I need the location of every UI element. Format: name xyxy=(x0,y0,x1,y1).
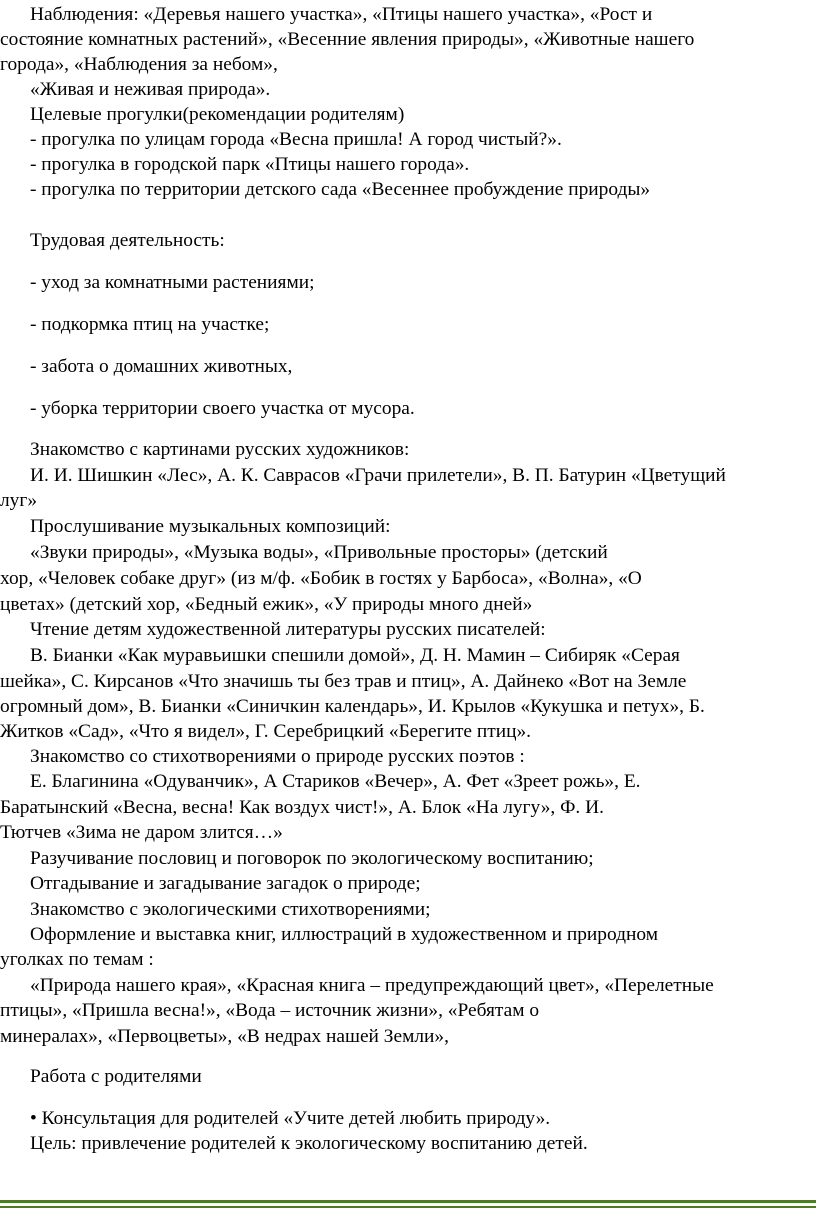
text-line: «Звуки природы», «Музыка воды», «Привольные просторы» (детский xyxy=(30,542,608,563)
text-line: Цель: привлечение родителей к экологическому воспитанию детей. xyxy=(30,1133,588,1154)
text-line: В. Бианки «Как муравьишки спешили домой», Д. Н. Мамин – Сибиряк «Серая xyxy=(30,645,680,666)
list-item: - забота о домашних животных, xyxy=(30,356,293,377)
text-line: Баратынский «Весна, весна! Как воздух чист!», А. Блок «На лугу», Ф. И. xyxy=(0,797,604,818)
footer-rule xyxy=(0,1200,816,1203)
text-line: цветах» (детский хор, «Бедный ежик», «У природы много дней» xyxy=(0,594,533,615)
text-line: Житков «Сад», «Что я видел», Г. Серебрицкий «Берегите птиц». xyxy=(0,721,532,742)
text-line: - прогулка в городской парк «Птицы нашего города». xyxy=(30,154,470,175)
text-line: Целевые прогулки(рекомендации родителям) xyxy=(30,104,405,125)
list-item: - уборка территории своего участка от мусора. xyxy=(30,398,415,419)
text-line: состояние комнатных растений», «Весенние явления природы», «Животные нашего xyxy=(0,29,695,50)
text-line: огромный дом», В. Бианки «Синичкин календарь», И. Крылов «Кукушка и петух», Б. xyxy=(0,696,705,717)
list-item: - подкормка птиц на участке; xyxy=(30,314,270,335)
text-line: • Консультация для родителей «Учите детей любить природу». xyxy=(30,1108,551,1129)
text-line: шейка», С. Кирсанов «Что значишь ты без трав и птиц», А. Дайнеко «Вот на Земле xyxy=(0,671,687,692)
section-heading: Прослушивание музыкальных композиций: xyxy=(30,516,391,537)
text-line: - прогулка по улицам города «Весна пришла! А город чистый?». xyxy=(30,129,562,150)
text-line: Наблюдения: «Деревья нашего участка», «Птицы нашего участка», «Рост и xyxy=(30,4,653,25)
text-line: - прогулка по территории детского сада «Весеннее пробуждение природы» xyxy=(30,179,651,200)
text-line: луг» xyxy=(0,490,38,511)
text-line: города», «Наблюдения за небом», xyxy=(0,54,278,75)
text-line: Тютчев «Зима не даром злится…» xyxy=(0,822,283,843)
text-line: И. И. Шишкин «Лес», А. К. Саврасов «Грачи прилетели», В. П. Батурин «Цветущий xyxy=(30,465,726,486)
text-line: хор, «Человек собаке друг» (из м/ф. «Бобик в гостях у Барбоса», «Волна», «О xyxy=(0,568,642,589)
section-heading: Знакомство со стихотворениями о природе русских поэтов : xyxy=(30,746,525,767)
section-heading: Работа с родителями xyxy=(30,1066,202,1087)
text-line: Оформление и выставка книг, иллюстраций в художественном и природном xyxy=(30,924,658,945)
section-heading: Чтение детям художественной литературы русских писателей: xyxy=(30,619,546,640)
text-line: «Природа нашего края», «Красная книга – предупреждающий цвет», «Перелетные xyxy=(30,975,714,996)
section-heading: Знакомство с картинами русских художников: xyxy=(30,439,410,460)
text-line: «Живая и неживая природа». xyxy=(30,79,271,100)
text-line: уголках по темам : xyxy=(0,949,154,970)
text-line: минералах», «Первоцветы», «В недрах нашей Земли», xyxy=(0,1026,449,1047)
list-item: - уход за комнатными растениями; xyxy=(30,272,315,293)
text-line: Отгадывание и загадывание загадок о природе; xyxy=(30,873,421,894)
text-line: Е. Благинина «Одуванчик», А Стариков «Вечер», А. Фет «Зреет рожь», Е. xyxy=(30,771,641,792)
section-heading: Трудовая деятельность: xyxy=(30,230,225,251)
text-line: птицы», «Пришла весна!», «Вода – источник жизни», «Ребятам о xyxy=(0,1000,540,1021)
text-line: Разучивание пословиц и поговорок по экологическому воспитанию; xyxy=(30,848,594,869)
footer-rule-thin xyxy=(0,1206,816,1208)
text-line: Знакомство с экологическими стихотворениями; xyxy=(30,899,431,920)
